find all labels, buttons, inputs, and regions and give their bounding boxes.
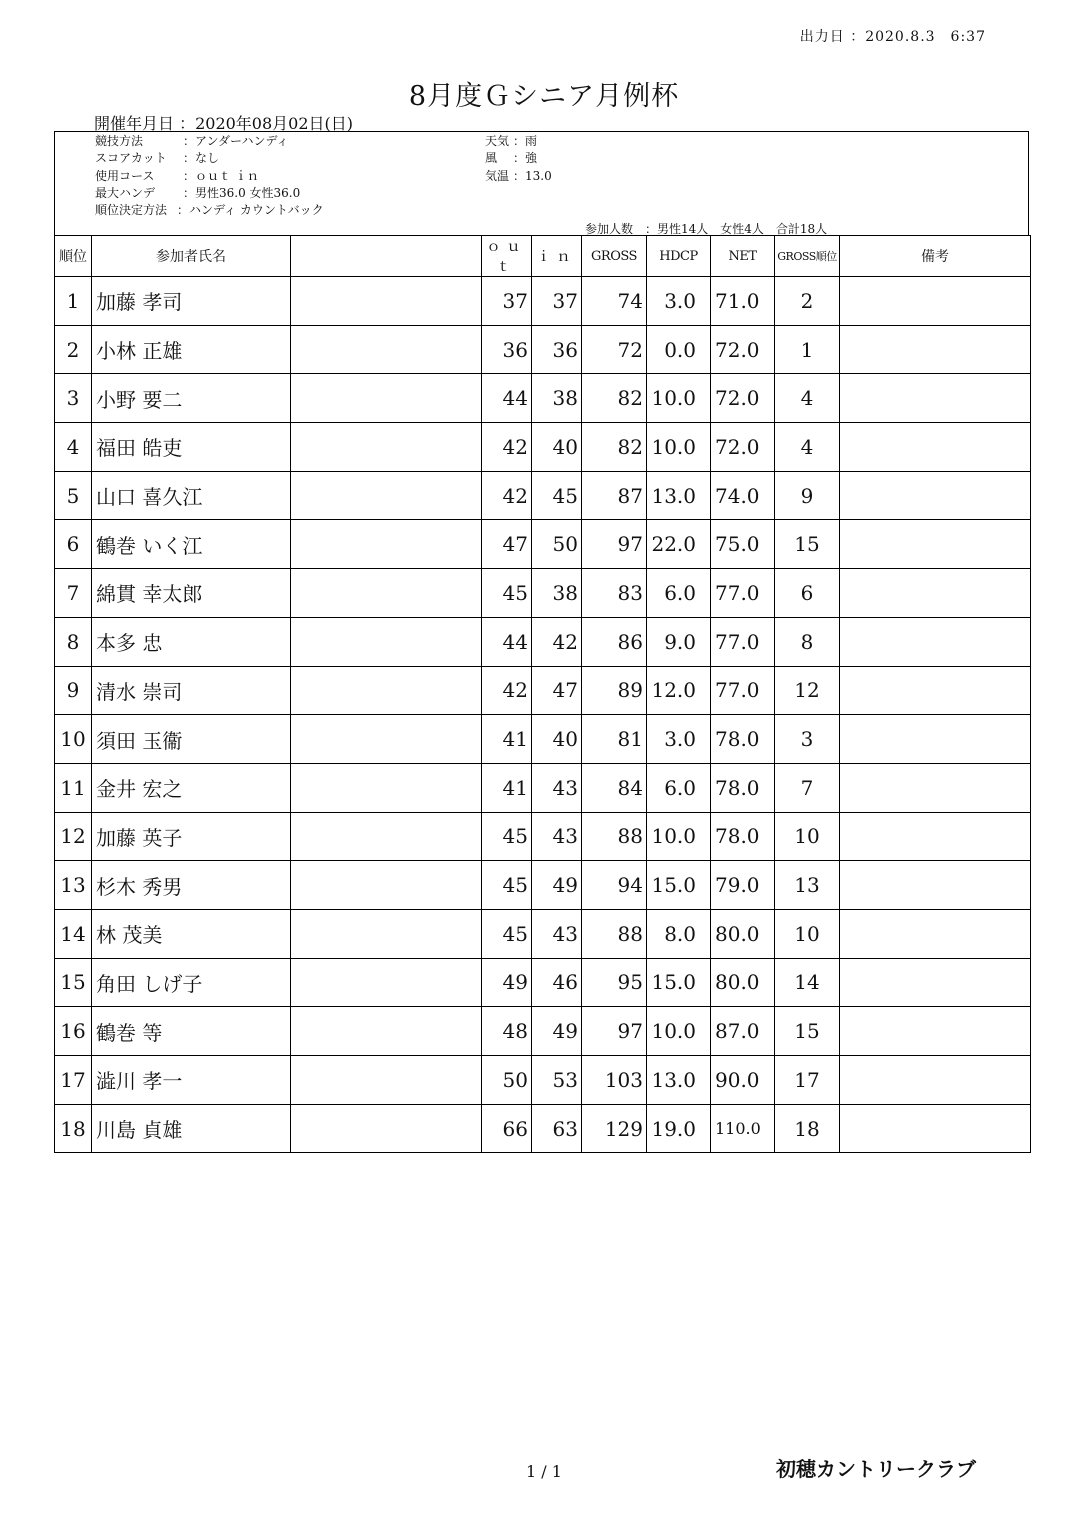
cell-gross-rank: 12 — [775, 666, 840, 715]
table-row — [55, 958, 1031, 1007]
cell-gross-rank: 2 — [775, 277, 840, 326]
cell-remarks — [840, 909, 1031, 958]
table-row — [55, 374, 1031, 423]
cell-in: 38 — [532, 569, 582, 618]
cell-gross: 129 — [582, 1104, 647, 1153]
cell-net: 77.0 — [711, 617, 775, 666]
cell-out: 41 — [482, 715, 532, 764]
cell-blank — [291, 569, 482, 618]
competition-method-label: 競技方法 — [95, 134, 144, 148]
cell-gross-rank: 8 — [775, 617, 840, 666]
cell-blank — [291, 715, 482, 764]
participant-count: 参加人数 ：男性14人 女性4人 合計18人 — [585, 222, 828, 236]
cell-in: 37 — [532, 277, 582, 326]
cell-out: 48 — [482, 1007, 532, 1056]
cell-gross: 81 — [582, 715, 647, 764]
cell-in: 53 — [532, 1056, 582, 1105]
table-row — [55, 423, 1031, 472]
cell-in: 49 — [532, 861, 582, 910]
cell-hdcp: 15.0 — [647, 958, 711, 1007]
cell-gross: 86 — [582, 617, 647, 666]
cell-out: 49 — [482, 958, 532, 1007]
cell-out: 45 — [482, 909, 532, 958]
table-row — [55, 569, 1031, 618]
ranking-method — [95, 202, 324, 219]
competition-info-box — [54, 131, 1029, 235]
cell-gross-rank: 15 — [775, 1007, 840, 1056]
cell-rank: 3 — [55, 374, 92, 423]
cell-hdcp: 15.0 — [647, 861, 711, 910]
wind-label: 風 — [485, 151, 498, 165]
cell-in: 47 — [532, 666, 582, 715]
table-row — [55, 1056, 1031, 1105]
cell-out: 36 — [482, 325, 532, 374]
table-row — [55, 1007, 1031, 1056]
cell-gross: 88 — [582, 909, 647, 958]
cell-gross-rank: 10 — [775, 909, 840, 958]
cell-remarks — [840, 520, 1031, 569]
weather-label: 天気 — [485, 134, 510, 148]
header-name: 参加者氏名 — [92, 236, 291, 277]
cell-gross: 84 — [582, 763, 647, 812]
cell-rank: 17 — [55, 1056, 92, 1105]
cell-gross-rank: 3 — [775, 715, 840, 764]
cell-name: 福田 皓吏 — [92, 423, 291, 472]
cell-net: 77.0 — [711, 666, 775, 715]
cell-net: 75.0 — [711, 520, 775, 569]
table-row — [55, 277, 1031, 326]
event-date: 開催年月日 ：2020年08月02日(日) — [94, 114, 354, 133]
max-handicap-value: ：男性36.0 女性36.0 — [183, 186, 301, 200]
cell-hdcp: 12.0 — [647, 666, 711, 715]
cell-gross: 97 — [582, 520, 647, 569]
cell-blank — [291, 325, 482, 374]
cell-gross: 87 — [582, 471, 647, 520]
cell-gross-rank: 1 — [775, 325, 840, 374]
cell-blank — [291, 1056, 482, 1105]
cell-gross-rank: 17 — [775, 1056, 840, 1105]
cell-gross: 94 — [582, 861, 647, 910]
cell-blank — [291, 617, 482, 666]
cell-hdcp: 13.0 — [647, 471, 711, 520]
cell-out: 41 — [482, 763, 532, 812]
cell-rank: 12 — [55, 812, 92, 861]
cell-name: 杉木 秀男 — [92, 861, 291, 910]
header-hdcp: HDCP — [647, 236, 711, 277]
cell-out: 42 — [482, 471, 532, 520]
cell-remarks — [840, 1056, 1031, 1105]
cell-rank: 2 — [55, 325, 92, 374]
cell-hdcp: 6.0 — [647, 569, 711, 618]
cell-name: 加藤 英子 — [92, 812, 291, 861]
header-blank — [291, 236, 482, 277]
cell-rank: 15 — [55, 958, 92, 1007]
cell-blank — [291, 812, 482, 861]
cell-name: 小林 正雄 — [92, 325, 291, 374]
competition-method — [95, 133, 288, 150]
cell-rank: 1 — [55, 277, 92, 326]
cell-remarks — [840, 666, 1031, 715]
table-row — [55, 1104, 1031, 1153]
cell-name: 清水 崇司 — [92, 666, 291, 715]
cell-in: 49 — [532, 1007, 582, 1056]
cell-remarks — [840, 423, 1031, 472]
cell-remarks — [840, 763, 1031, 812]
cell-net: 74.0 — [711, 471, 775, 520]
page-number: 1 / 1 — [526, 1462, 562, 1481]
cell-in: 43 — [532, 909, 582, 958]
cell-blank — [291, 471, 482, 520]
cell-out: 44 — [482, 617, 532, 666]
header-rank: 順位 — [55, 236, 92, 277]
cell-blank — [291, 1104, 482, 1153]
cell-gross: 82 — [582, 423, 647, 472]
cell-rank: 5 — [55, 471, 92, 520]
temperature — [485, 168, 552, 185]
course — [95, 168, 259, 185]
cell-in: 46 — [532, 958, 582, 1007]
temperature-value: ：13.0 — [513, 169, 552, 183]
cell-gross-rank: 15 — [775, 520, 840, 569]
header-gross-rank: GROSS順位 — [775, 236, 840, 277]
cell-out: 45 — [482, 861, 532, 910]
cell-net: 110.0 — [711, 1104, 775, 1153]
header-gross: GROSS — [582, 236, 647, 277]
cell-net: 79.0 — [711, 861, 775, 910]
table-row — [55, 666, 1031, 715]
temperature-label: 気温 — [485, 169, 510, 183]
cell-remarks — [840, 812, 1031, 861]
cell-hdcp: 10.0 — [647, 812, 711, 861]
cell-rank: 7 — [55, 569, 92, 618]
course-label: 使用コース — [95, 169, 155, 183]
cell-blank — [291, 666, 482, 715]
cell-gross-rank: 4 — [775, 374, 840, 423]
cell-rank: 11 — [55, 763, 92, 812]
cell-remarks — [840, 569, 1031, 618]
cell-blank — [291, 1007, 482, 1056]
cell-remarks — [840, 325, 1031, 374]
cell-in: 45 — [532, 471, 582, 520]
cell-name: 鶴巻 等 — [92, 1007, 291, 1056]
wind — [485, 150, 537, 167]
table-row — [55, 861, 1031, 910]
cell-hdcp: 22.0 — [647, 520, 711, 569]
cell-gross-rank: 9 — [775, 471, 840, 520]
cell-gross: 82 — [582, 374, 647, 423]
table-row — [55, 325, 1031, 374]
cell-remarks — [840, 1104, 1031, 1153]
cell-in: 42 — [532, 617, 582, 666]
cell-hdcp: 13.0 — [647, 1056, 711, 1105]
cell-hdcp: 3.0 — [647, 715, 711, 764]
cell-out: 37 — [482, 277, 532, 326]
cell-in: 40 — [532, 423, 582, 472]
header-remarks: 備考 — [840, 236, 1031, 277]
cell-remarks — [840, 1007, 1031, 1056]
cell-name: 鶴巻 いく江 — [92, 520, 291, 569]
cell-in: 43 — [532, 812, 582, 861]
cell-rank: 8 — [55, 617, 92, 666]
cell-blank — [291, 861, 482, 910]
cell-hdcp: 3.0 — [647, 277, 711, 326]
cell-in: 63 — [532, 1104, 582, 1153]
cell-net: 78.0 — [711, 812, 775, 861]
max-handicap — [95, 185, 300, 202]
cell-remarks — [840, 374, 1031, 423]
table-row — [55, 617, 1031, 666]
cell-gross: 103 — [582, 1056, 647, 1105]
competition-method-value: ：アンダーハンディ — [183, 134, 289, 148]
cell-hdcp: 6.0 — [647, 763, 711, 812]
weather-value: ：雨 — [513, 134, 538, 148]
cell-in: 43 — [532, 763, 582, 812]
table-row — [55, 763, 1031, 812]
cell-in: 36 — [532, 325, 582, 374]
cell-blank — [291, 423, 482, 472]
cell-net: 72.0 — [711, 423, 775, 472]
cell-remarks — [840, 861, 1031, 910]
cell-blank — [291, 958, 482, 1007]
cell-hdcp: 10.0 — [647, 1007, 711, 1056]
course-value: ：ｏｕｔ ｉｎ — [183, 169, 259, 183]
cell-out: 66 — [482, 1104, 532, 1153]
cell-blank — [291, 374, 482, 423]
cell-name: 林 茂美 — [92, 909, 291, 958]
cell-gross-rank: 7 — [775, 763, 840, 812]
cell-name: 須田 玉衞 — [92, 715, 291, 764]
cell-gross-rank: 13 — [775, 861, 840, 910]
cell-gross: 72 — [582, 325, 647, 374]
cell-hdcp: 19.0 — [647, 1104, 711, 1153]
cell-name: 加藤 孝司 — [92, 277, 291, 326]
cell-net: 87.0 — [711, 1007, 775, 1056]
cell-net: 71.0 — [711, 277, 775, 326]
score-cut — [95, 150, 219, 167]
max-handicap-label: 最大ハンデ — [95, 186, 156, 200]
cell-in: 38 — [532, 374, 582, 423]
club-name: 初穂カントリークラブ — [776, 1457, 976, 1481]
cell-name: 山口 喜久江 — [92, 471, 291, 520]
cell-remarks — [840, 958, 1031, 1007]
header-net: NET — [711, 236, 775, 277]
cell-net: 78.0 — [711, 715, 775, 764]
table-row — [55, 812, 1031, 861]
cell-hdcp: 8.0 — [647, 909, 711, 958]
cell-rank: 13 — [55, 861, 92, 910]
cell-blank — [291, 520, 482, 569]
results-table — [54, 235, 1031, 1153]
cell-gross-rank: 10 — [775, 812, 840, 861]
cell-name: 本多 忠 — [92, 617, 291, 666]
cell-remarks — [840, 715, 1031, 764]
cell-gross: 88 — [582, 812, 647, 861]
cell-net: 72.0 — [711, 325, 775, 374]
cell-net: 72.0 — [711, 374, 775, 423]
cell-gross: 83 — [582, 569, 647, 618]
cell-remarks — [840, 471, 1031, 520]
output-date: 出力日 ：2020.8.3 6:37 — [799, 29, 986, 45]
cell-rank: 10 — [55, 715, 92, 764]
cell-out: 50 — [482, 1056, 532, 1105]
cell-net: 80.0 — [711, 958, 775, 1007]
table-row — [55, 520, 1031, 569]
cell-name: 小野 要二 — [92, 374, 291, 423]
cell-name: 綿貫 幸太郎 — [92, 569, 291, 618]
cell-out: 45 — [482, 569, 532, 618]
weather — [485, 133, 537, 150]
table-header-row — [55, 236, 1031, 277]
cell-net: 80.0 — [711, 909, 775, 958]
ranking-method-label: 順位決定方法 — [95, 203, 168, 217]
cell-rank: 16 — [55, 1007, 92, 1056]
cell-gross-rank: 14 — [775, 958, 840, 1007]
page-title: 8月度Ｇシニア月例杯 — [408, 81, 680, 112]
cell-gross: 74 — [582, 277, 647, 326]
cell-out: 44 — [482, 374, 532, 423]
wind-value: ：強 — [513, 151, 538, 165]
cell-blank — [291, 277, 482, 326]
header-out: ｏｕｔ — [482, 236, 532, 277]
cell-hdcp: 10.0 — [647, 423, 711, 472]
cell-name: 川島 貞雄 — [92, 1104, 291, 1153]
cell-gross: 89 — [582, 666, 647, 715]
cell-name: 金井 宏之 — [92, 763, 291, 812]
cell-name: 角田 しげ子 — [92, 958, 291, 1007]
cell-in: 50 — [532, 520, 582, 569]
cell-rank: 6 — [55, 520, 92, 569]
cell-remarks — [840, 617, 1031, 666]
cell-hdcp: 9.0 — [647, 617, 711, 666]
cell-out: 45 — [482, 812, 532, 861]
cell-hdcp: 10.0 — [647, 374, 711, 423]
table-row — [55, 715, 1031, 764]
cell-blank — [291, 763, 482, 812]
cell-hdcp: 0.0 — [647, 325, 711, 374]
cell-rank: 4 — [55, 423, 92, 472]
results-body — [55, 277, 1031, 1153]
cell-gross-rank: 6 — [775, 569, 840, 618]
cell-out: 42 — [482, 666, 532, 715]
cell-out: 42 — [482, 423, 532, 472]
cell-gross: 95 — [582, 958, 647, 1007]
cell-out: 47 — [482, 520, 532, 569]
table-row — [55, 909, 1031, 958]
cell-blank — [291, 909, 482, 958]
cell-net: 78.0 — [711, 763, 775, 812]
cell-name: 澁川 孝一 — [92, 1056, 291, 1105]
cell-gross: 97 — [582, 1007, 647, 1056]
header-in: ｉｎ — [532, 236, 582, 277]
cell-rank: 14 — [55, 909, 92, 958]
cell-remarks — [840, 277, 1031, 326]
cell-net: 90.0 — [711, 1056, 775, 1105]
score-cut-label: スコアカット — [95, 151, 167, 165]
cell-net: 77.0 — [711, 569, 775, 618]
ranking-method-value: ：ハンディ カウントバック — [177, 203, 324, 217]
cell-gross-rank: 4 — [775, 423, 840, 472]
cell-rank: 9 — [55, 666, 92, 715]
cell-rank: 18 — [55, 1104, 92, 1153]
cell-gross-rank: 18 — [775, 1104, 840, 1153]
score-cut-value: ：なし — [183, 151, 220, 165]
table-row — [55, 471, 1031, 520]
cell-in: 40 — [532, 715, 582, 764]
